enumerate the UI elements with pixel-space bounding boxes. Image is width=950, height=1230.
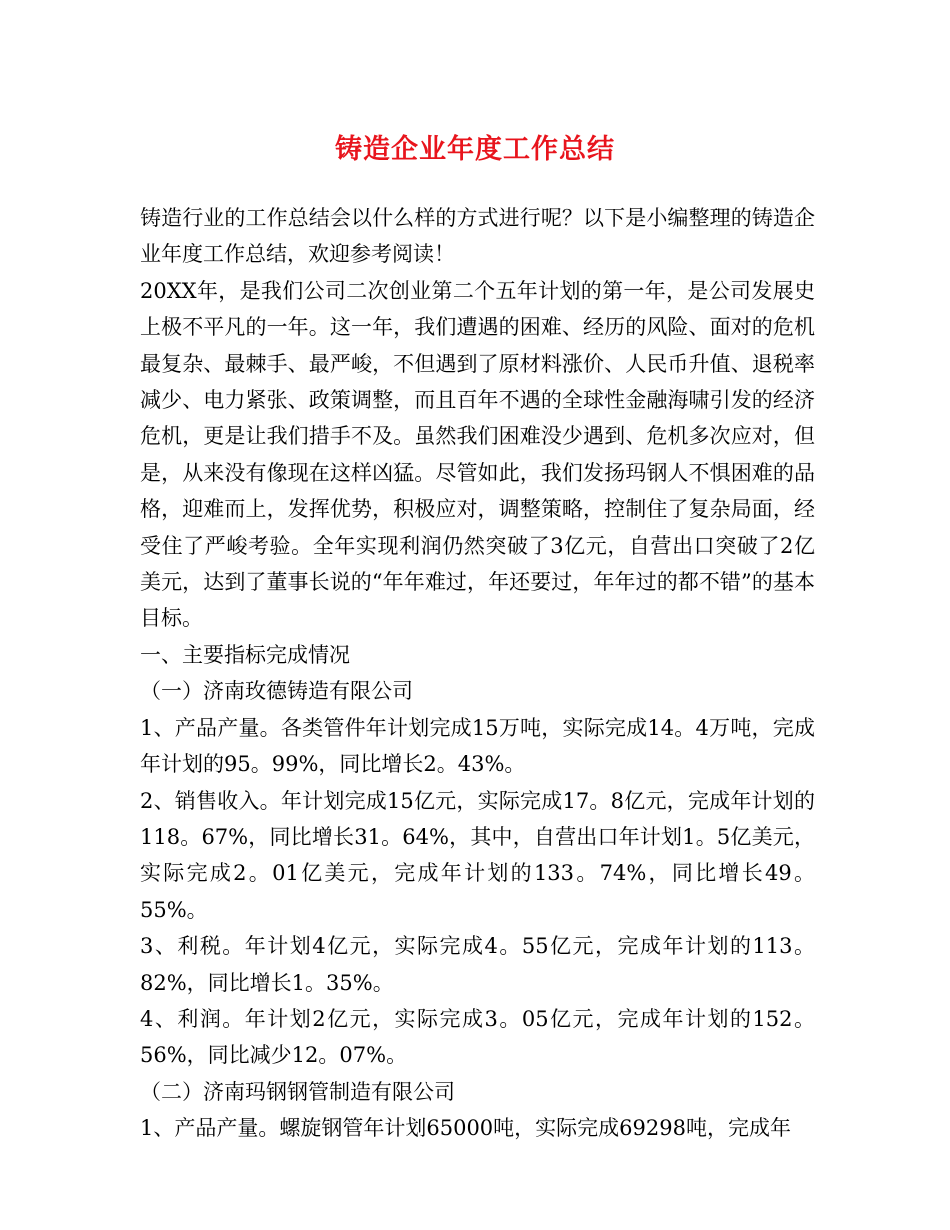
- list-item: 3、利税。年计划4亿元，实际完成4。55亿元，完成年计划的113。82%，同比增长1。35%。: [140, 934, 815, 995]
- section-heading: 一、主要指标完成情况: [140, 642, 350, 667]
- list-item: 4、利润。年计划2亿元，实际完成3。05亿元，完成年计划的152。56%，同比减少12。07%。: [140, 1006, 815, 1068]
- list-item: 1、产品产量。螺旋钢管年计划65000吨，实际完成69298吨，完成年: [140, 1116, 791, 1141]
- document-body: [140, 200, 815, 1147]
- intro-paragraph: 铸造行业的工作总结会以什么样的方式进行呢？以下是小编整理的铸造企业年度工作总结，欢迎参考阅读！: [140, 206, 815, 267]
- list-item: 2、销售收入。年计划完成15亿元，实际完成17。8亿元，完成年计划的118。67%，同比增长31。64%，其中，自营出口年计划1。5亿美元，实际完成2。01亿美元，完成年计划的133。74%，同比增长49。55%。: [140, 788, 815, 922]
- subsection-heading: （二）济南玛钢钢管制造有限公司: [140, 1079, 455, 1104]
- document-title: 铸造企业年度工作总结: [335, 134, 615, 165]
- overview-paragraph: 20XX年，是我们公司二次创业第二个五年计划的第一年，是公司发展史上极不平凡的一年。这一年，我们遭遇的困难、经历的风险、面对的危机最复杂、最棘手、最严峻，不但遇到了原材料涨价、人民币升值、退税率减少、电力紧张、政策调整，而且百年不遇的全球性金融海啸引发的经济危机，更是让我们措手不及。虽然我们困难没少遇到、危机多次应对，但是，从来没有像现在这样凶猛。尽管如此，我们发扬玛钢人不惧困难的品格，迎难而上，发挥优势，积极应对，调整策略，控制住了复杂局面，经受住了严峻考验。全年实现利润仍然突破了3亿元，自营出口突破了2亿美元，达到了董事长说的“年年难过，年还要过，年年过的都不错”的基本目标。: [140, 278, 815, 631]
- subsection-heading: （一）济南玫德铸造有限公司: [140, 679, 413, 704]
- list-item: 1、产品产量。各类管件年计划完成15万吨，实际完成14。4万吨，完成年计划的95。99%，同比增长2。43%。: [140, 715, 815, 777]
